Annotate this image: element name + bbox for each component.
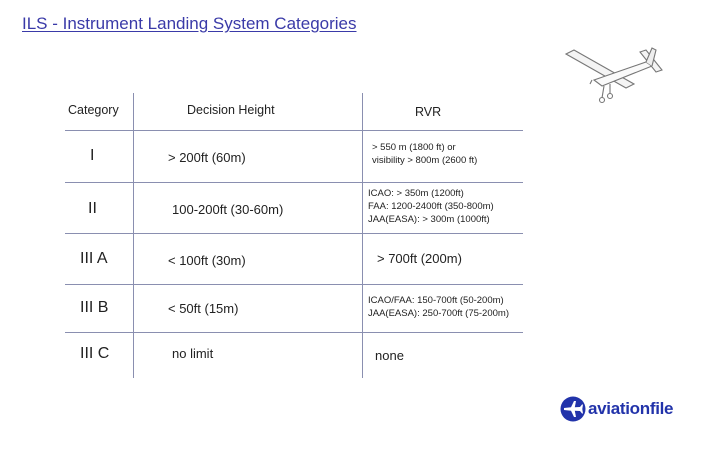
column-divider bbox=[133, 93, 134, 378]
decision-height-cell: 100-200ft (30-60m) bbox=[172, 202, 284, 217]
rvr-cell: ICAO/FAA: 150-700ft (50-200m) JAA(EASA): 250-700ft (75-200m) bbox=[368, 295, 509, 319]
decision-height-cell: no limit bbox=[172, 346, 214, 361]
rvr-cell: none bbox=[375, 348, 404, 363]
category-cell: III B bbox=[80, 299, 109, 316]
airplane-logo-icon bbox=[560, 396, 586, 422]
decision-height-cell: < 100ft (30m) bbox=[168, 253, 246, 268]
category-cell: III A bbox=[80, 250, 108, 267]
category-cell: III C bbox=[80, 345, 110, 362]
airplane-icon bbox=[560, 40, 670, 110]
header-category: Category bbox=[68, 103, 119, 117]
row-divider bbox=[65, 233, 523, 234]
ils-categories-table bbox=[55, 93, 525, 378]
decision-height-cell: < 50ft (15m) bbox=[168, 301, 239, 316]
decision-height-cell: > 200ft (60m) bbox=[168, 150, 246, 165]
category-cell: I bbox=[90, 147, 95, 164]
header-rvr: RVR bbox=[415, 105, 442, 119]
rvr-cell: > 550 m (1800 ft) or visibility > 800m (2600 ft) bbox=[372, 142, 478, 166]
row-divider bbox=[65, 182, 523, 183]
row-divider bbox=[65, 332, 523, 333]
brand-name: aviationfile bbox=[588, 399, 674, 418]
header-decision-height: Decision Height bbox=[187, 103, 275, 117]
rvr-cell: ICAO: > 350m (1200ft) FAA: 1200-2400ft (350-800m) JAA(EASA): > 300m (1000ft) bbox=[368, 188, 494, 225]
category-cell: II bbox=[88, 200, 97, 217]
row-divider bbox=[65, 284, 523, 285]
page-title: ILS - Instrument Landing System Categories bbox=[22, 14, 357, 33]
column-divider bbox=[362, 93, 363, 378]
rvr-cell: > 700ft (200m) bbox=[377, 251, 462, 266]
aviationfile-logo bbox=[560, 396, 673, 422]
row-divider bbox=[65, 130, 523, 131]
